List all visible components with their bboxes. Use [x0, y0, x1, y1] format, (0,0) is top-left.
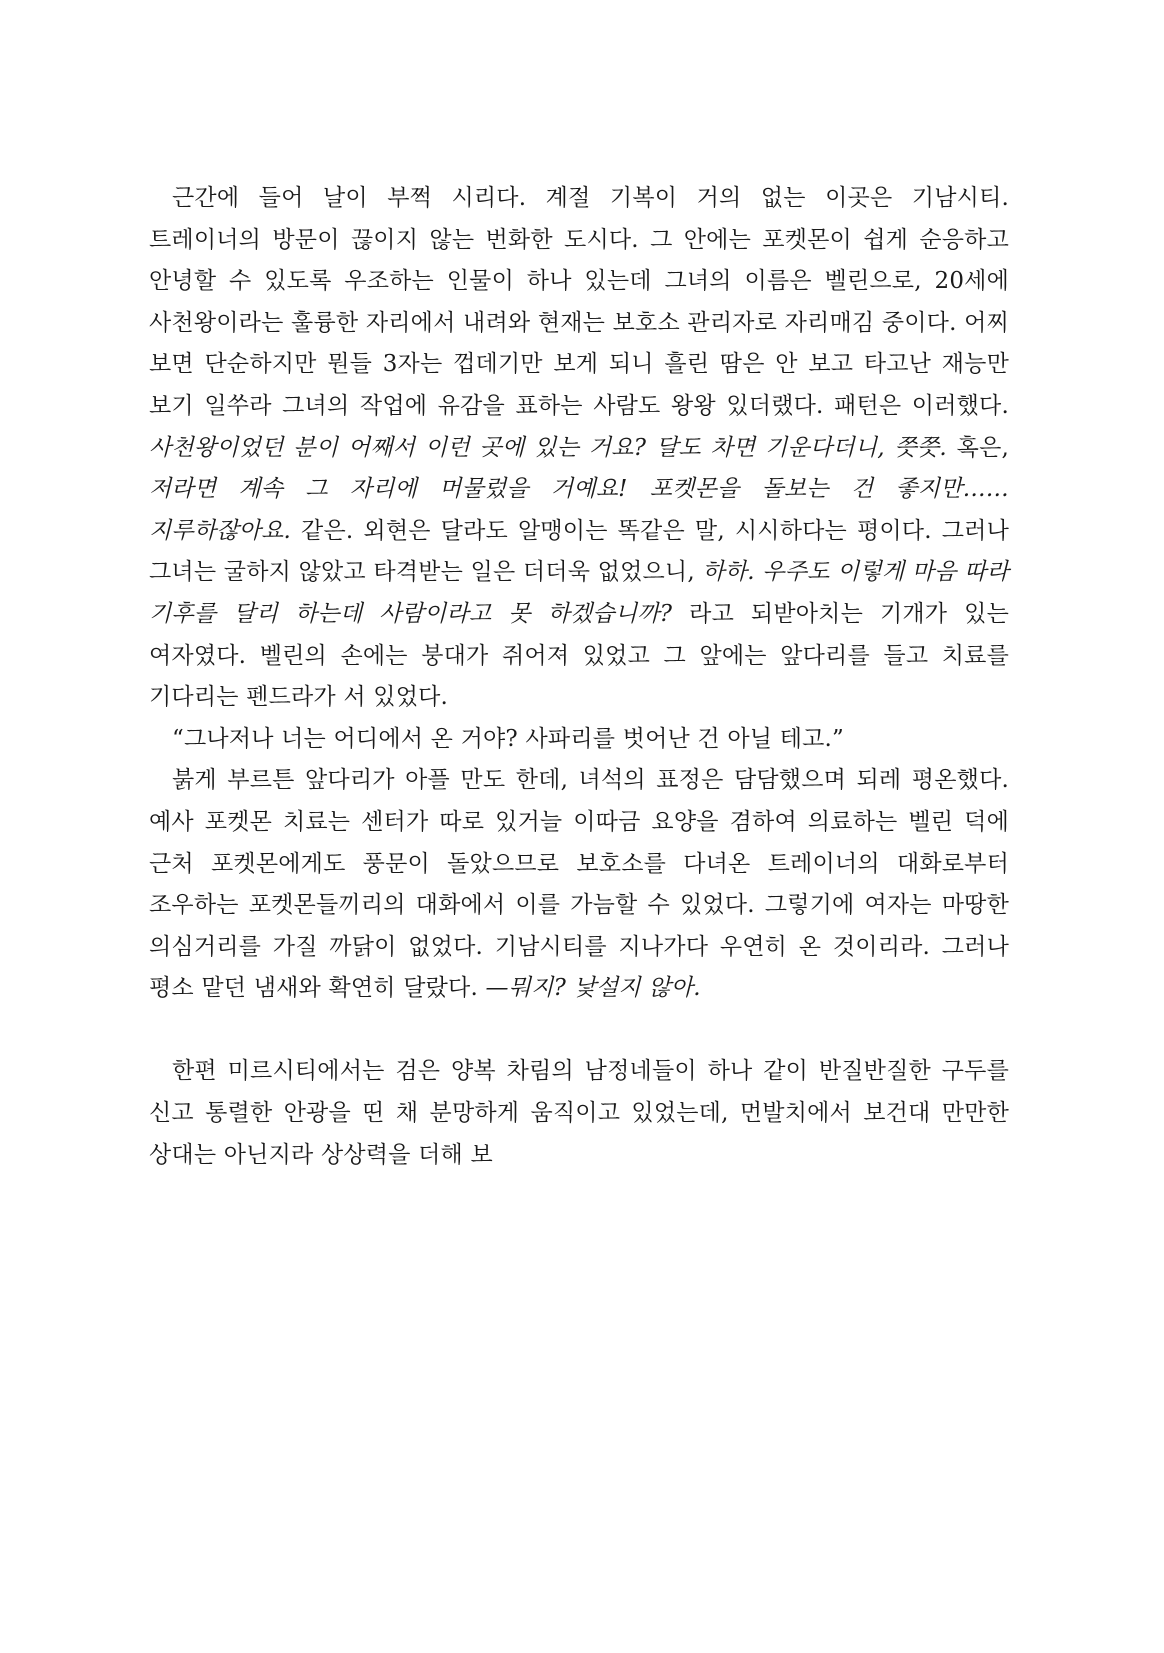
paragraph-1-text: 혹은,	[946, 434, 1009, 461]
paragraph-2-text: 붉게 부르튼 앞다리가 아플 만도 한데, 녀석의 표정은 담담했으며 되레 평온했다. 예사 포켓몬 치료는 센터가 따로 있거늘 이따금 요양을 겸하여 의료하는 벨린 덕에 근처 포켓몬에게도 풍문이 돌았으므로 보호소를 다녀온 트레이너의 대화로부터 조우하는 포켓몬들끼리의 대화에서 이를 가늠할 수 있었다. 그렇기에 여자는 마땅한 의심거리를 가질 까닭이 없었다. 기남시티를 지나가다 우연히 온 것이리라. 그러나 평소 맡던 냄새와 확연히 달랐다.	[149, 767, 1009, 1002]
paragraph-3-text: 한편 미르시티에서는 검은 양복 차림의 남정네들이 하나 같이 반질반질한 구두를 신고 통렬한 안광을 띤 채 분망하게 움직이고 있었는데, 먼발치에서 보건대 만만한 상대는 아닌지라 상상력을 더해 보	[149, 1058, 1009, 1168]
dialogue-line	[149, 719, 1009, 761]
paragraph-1-italic-quote-3: 하하. 우주도 이렇게 마음 따라 기후를 달리 하는데 사람이라고 못 하겠습니까?	[149, 559, 1009, 627]
paragraph-gap	[149, 1010, 1009, 1052]
paragraph-3	[149, 1051, 1009, 1176]
paragraph-1	[149, 178, 1009, 719]
document-page	[149, 178, 1009, 1176]
paragraph-1-text: 근간에 들어 날이 부쩍 시리다. 계절 기복이 거의 없는 이곳은 기남시티. 트레이너의 방문이 끊이지 않는 번화한 도시다. 그 안에는 포켓몬이 쉽게 순응하고 안녕할 수 있도록 우조하는 인물이 하나 있는데 그녀의 이름은 벨린으로, 20세에 사천왕이라는 훌륭한 자리에서 내려와 현재는 보호소 관리자로 자리매김 중이다. 어찌 보면 단순하지만 뭔들 3자는 껍데기만 보게 되니 흘린 땀은 안 보고 타고난 재능만 보기 일쑤라 그녀의 작업에 유감을 표하는 사람도 왕왕 있더랬다. 패턴은 이러했다.	[149, 185, 1009, 419]
paragraph-1-italic-quote-1: 사천왕이었던 분이 어째서 이런 곳에 있는 거요? 달도 차면 기운다더니, 쯧쯧.	[149, 434, 947, 461]
paragraph-1-italic-quote-2: 저라면 계속 그 자리에 머물렀을 거예요! 포켓몬을 돌보는 건 좋지만…… 지루하잖아요.	[149, 476, 1009, 544]
paragraph-1-text: 같은. 외현은 달라도 알맹이는 똑같은 말, 시시하다는 평이다. 그러나 그녀는 굴하지 않았고 타격받는 일은 더더욱 없었으니,	[149, 517, 1009, 586]
paragraph-2	[149, 760, 1009, 1010]
dialogue-text: “그나저나 너는 어디에서 온 거야? 사파리를 벗어난 건 아닐 테고.”	[172, 725, 845, 752]
paragraph-1-text: 라고 되받아치는 기개가 있는 여자였다. 벨린의 손에는 붕대가 쥐어져 있었고 그 앞에는 앞다리를 들고 치료를 기다리는 펜드라가 서 있었다.	[149, 600, 1009, 711]
paragraph-2-italic-thought: —뭐지? 낯설지 않아.	[485, 975, 701, 1002]
